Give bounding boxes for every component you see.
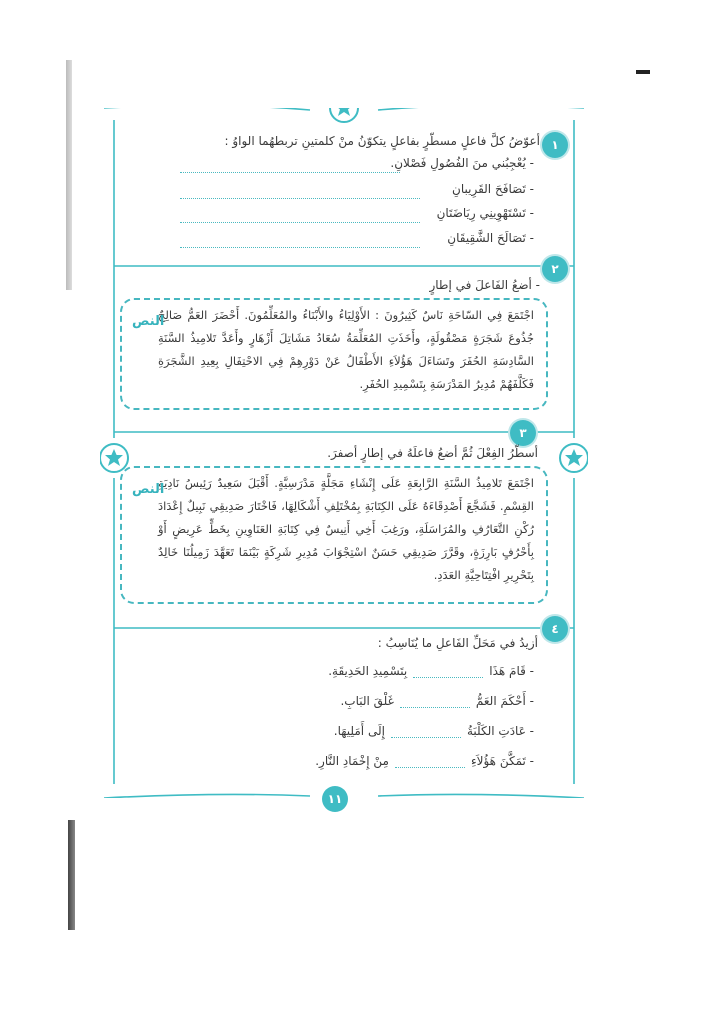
- row-end: بِتَسْمِيدِ الحَدِيقَةِ.: [328, 664, 408, 678]
- exercise-number-badge: [510, 420, 536, 446]
- sentence-item: - يُعْجِبُني منَ الفُصُولِ فَصْلانِ.: [390, 156, 534, 170]
- scan-mark: [636, 70, 650, 74]
- exercise-number-badge: [542, 616, 568, 642]
- answer-line[interactable]: [180, 172, 400, 173]
- scan-edge: [66, 60, 72, 290]
- answer-blank[interactable]: [391, 737, 461, 738]
- row-start: - تَمَكَّنَ هَؤُلاَءِ: [470, 754, 534, 768]
- answer-blank[interactable]: [400, 707, 470, 708]
- exercise-number: ١: [551, 138, 559, 152]
- exercise-instruction: أزيدُ في مَحَلِّ الفَاعلِ ما يُنَاسِبُ :: [377, 636, 538, 650]
- answer-line[interactable]: [180, 247, 420, 248]
- exercise-instruction: - أضعُ الفَاعلَ في إطارٍ: [429, 278, 540, 292]
- text-box: [120, 298, 548, 410]
- answer-line[interactable]: [180, 222, 420, 223]
- fill-in-row: [315, 754, 534, 768]
- row-start: - عَادَتِ الكَلْبَةُ: [466, 724, 534, 738]
- answer-line[interactable]: [180, 198, 420, 199]
- page-number: ١١: [322, 786, 348, 812]
- row-start: - قَامَ هَذَا: [489, 664, 534, 678]
- exercise-instruction: أسطّرُ الفِعْلَ ثُمَّ أضعُ فاعلَهُ في إطارٍ أصفرَ.: [327, 446, 538, 460]
- exercise-instruction: أعوّضُ كلَّ فاعلٍ مسطّرٍ بفاعلٍ يتكوّنُ منْ كلمتينِ تربطهُما الواوُ :: [224, 134, 540, 148]
- sentence-item: - تَصَافَحَ القَرِيبانِ: [452, 182, 534, 196]
- text-paragraph: اجْتَمَعَ فِي السّاحَةِ نَاسٌ كَثِيرُونَ : الأَوْلِيَاءُ والأَبْنَاءُ والمُعَلِّمُونَ. أَحْضَرَ العَمُّ صَالِحٌ جُذُوعَ شَجَرَةٍ مَصْقُولَةٍ، وأَخَذَتِ المُعَلِّمَةُ سُعَادُ مَشَاتِلَ أَزْهَارٍ وأَعَدَّ تَلامِيذُ السَّنَةِ السَّادِسَةِ الحُفَرَ وتَسَاءَلَ هَؤُلاَءِ الأَطْفَالُ عَنْ دَوْرِهِمْ فِي الاحْتِفَالِ بِعِيدِ الشَّجَرَةِ فَكَلَّفَهُمْ مُدِيرُ المَدْرَسَةِ بِتَسْمِيدِ الحُفَرِ.: [158, 308, 534, 391]
- row-end: مِنْ إِخْمَادِ النَّارِ.: [315, 754, 389, 768]
- answer-blank[interactable]: [395, 767, 465, 768]
- row-end: إِلَى أَمَلِيهَا.: [333, 724, 385, 738]
- row-end: غَلْقَ البَابِ.: [340, 694, 394, 708]
- fill-in-row: [340, 694, 534, 708]
- exercise-number: ٢: [551, 262, 559, 276]
- text-tag: النص: [132, 482, 165, 497]
- text-tag: النص: [132, 314, 165, 329]
- text-box: [120, 466, 548, 604]
- sentence-item: - تَسْتَهْوِينِي رِيَاضَتَانِ: [436, 206, 534, 220]
- row-start: - أَحْكَمَ العَمُّ: [475, 694, 534, 708]
- fill-in-row: [328, 664, 534, 678]
- exercise-number-badge: [542, 256, 568, 282]
- exercise-number: ٤: [551, 622, 559, 636]
- fill-in-row: [334, 724, 534, 738]
- scan-edge-bottom: [68, 820, 75, 930]
- exercise-number: ٣: [519, 426, 527, 440]
- exercise-number-badge: [542, 132, 568, 158]
- sentence-item: - تَصَالَحَ الشَّقِيقَانِ: [447, 231, 534, 245]
- answer-blank[interactable]: [413, 677, 483, 678]
- text-paragraph: اجْتَمَعَ تَلامِيذُ السَّنَةِ الرَّابِعَةِ عَلَى إِنْشَاءِ مَجَلَّةٍ مَدْرَسِيَّةٍ. أَقْبَلَ سَعِيدٌ رَئِيسُ نَادِيَةِ القِسْمِ. فَشَجَّعَ أَصْدِقَاءَهُ عَلَى الكِتَابَةِ بِمُخْتَلِفِ أَشْكَالِهَا، فَاخْتَارَ صَدِيقِي نَبِيلٌ إِعْدَادَ رُكْنِ التَّعَارُفِ والمُرَاسَلَةِ، ورَغِبَ أَخِي أَنِيسٌ فِي كِتَابَةِ العَنَاوِينِ بِخَطٍّ عَرِيضٍ أَوْ بِأَحْرُفٍ بَارِزَةٍ، وقَرَّرَ صَدِيقِي حَسَنٌ اسْتِجْوَابَ مُدِيرِ شَرِكَةٍ بَيْنَمَا تَعَهَّدَ زَمِيلُنَا خَالِدٌ بِتَحْرِيرِ افْتِتَاحِيَّةِ العَدَدِ.: [158, 476, 534, 582]
